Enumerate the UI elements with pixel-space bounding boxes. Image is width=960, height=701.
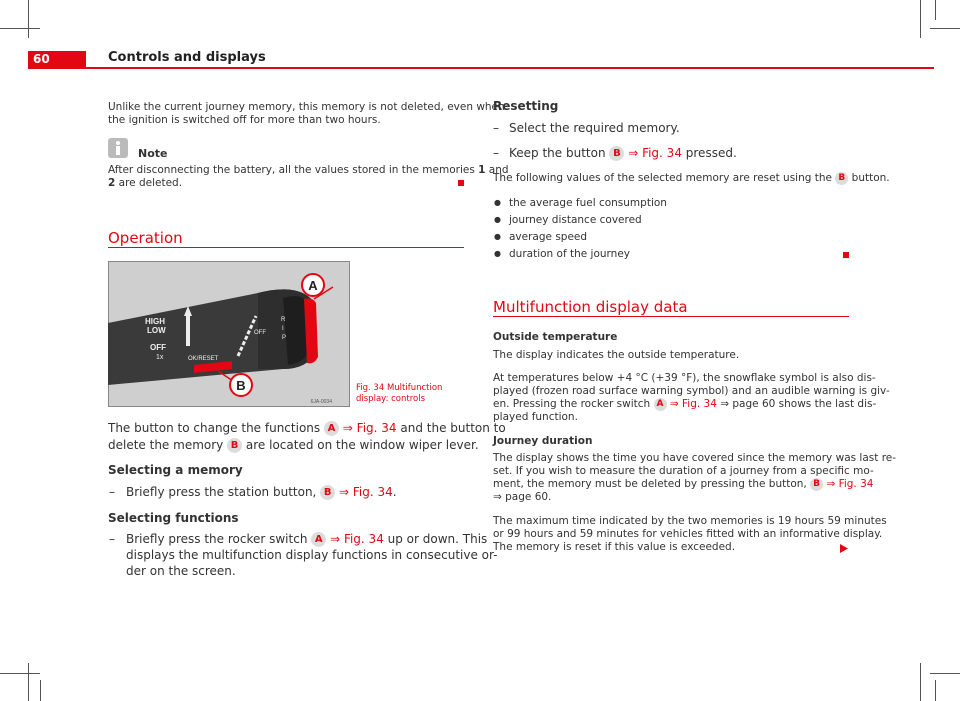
fig-ref-link[interactable]: ⇒ Fig. 34	[826, 478, 874, 490]
at-temp-line-1: At temperatures below +4 °C (+39 °F), the snowflake symbol is also dis-	[493, 372, 876, 384]
list-item: average speed	[509, 231, 588, 243]
crop-mark	[920, 0, 921, 38]
crop-mark	[920, 663, 921, 701]
badge-b: B	[227, 438, 242, 453]
reset-text-b: button.	[848, 172, 890, 184]
figure-caption-line-1: Fig. 34 Multifunction	[356, 383, 443, 393]
para-text: are located on the window wiper lever.	[242, 438, 479, 452]
fig-text-okreset: OK/RESET	[188, 356, 219, 362]
step-text: Briefly press the rocker switch	[126, 532, 312, 546]
step-text: pressed.	[681, 146, 737, 160]
step-text: up or down. This	[383, 532, 488, 546]
fig-ref-link[interactable]: ⇒ Fig. 34	[628, 146, 682, 160]
label-b: B	[236, 378, 246, 393]
reset-step-2	[509, 146, 737, 161]
section-title-operation: Operation	[108, 229, 183, 247]
section-title-mfd: Multifunction display data	[493, 298, 688, 316]
badge-b: B	[835, 172, 848, 185]
fig-text-high: HIGH	[145, 317, 165, 326]
step-select-functions-2: displays the multifunction display functions in consecutive or-	[126, 548, 498, 562]
figure-caption-line-2: display: controls	[356, 394, 426, 404]
max-line-1: The maximum time indicated by the two memories is 19 hours 59 minutes	[493, 515, 887, 527]
dash: –	[109, 485, 115, 499]
fig-text-low: LOW	[147, 326, 166, 335]
para-text: delete the memory	[108, 438, 228, 452]
badge-b: B	[320, 485, 335, 500]
memory-1: 1	[478, 164, 486, 176]
fig-ref-link[interactable]: ⇒ Fig. 34	[669, 398, 717, 410]
fig-text-off2: OFF	[254, 330, 266, 336]
bullet-icon: ●	[494, 198, 501, 207]
crop-mark	[930, 28, 960, 29]
bullet-icon: ●	[494, 249, 501, 258]
fig-ref-link[interactable]: ⇒ Fig. 34	[330, 532, 384, 546]
reset-text	[493, 172, 890, 185]
section-rule	[493, 316, 849, 317]
reset-step-1: Select the required memory.	[509, 121, 680, 135]
fig-code: 6JA-0034	[310, 399, 332, 405]
crop-mark	[28, 0, 29, 38]
at-temp-line-4: played function.	[493, 411, 578, 423]
journey-line-4: ⇒ page 60.	[493, 491, 552, 503]
fig-text-i: I	[282, 326, 284, 332]
note-line-2	[108, 177, 182, 190]
dash: –	[493, 146, 499, 160]
fig-text-off: OFF	[150, 343, 166, 352]
at-temp-text: ⇒ page 60 shows the last dis-	[716, 398, 877, 410]
badge-a: A	[311, 532, 326, 547]
note-text: After disconnecting the battery, all the values stored in the memories	[108, 164, 479, 176]
dash: –	[109, 532, 115, 546]
para-text: The button to change the functions	[108, 421, 324, 435]
note-and: and	[485, 164, 509, 176]
memory-2: 2	[108, 177, 116, 189]
crop-mark	[935, 680, 936, 701]
step-select-memory	[126, 485, 397, 500]
crop-mark	[0, 28, 40, 29]
para-line-1	[108, 421, 506, 436]
journey-text: ment, the memory must be deleted by pressing the button,	[493, 478, 811, 490]
note-title: Note	[138, 147, 168, 160]
para-text: and the button to	[396, 421, 506, 435]
journey-line-3	[493, 478, 873, 491]
page-number: 60	[33, 52, 50, 66]
heading-journey-duration: Journey duration	[493, 435, 593, 447]
intro-line-1: Unlike the current journey memory, this memory is not deleted, even when	[108, 101, 505, 113]
journey-line-2: set. If you wish to measure the duration of a journey from a specific mo-	[493, 465, 874, 477]
wiper-lever-illustration	[108, 261, 350, 407]
step-text: Briefly press the station button,	[126, 485, 321, 499]
fig-ref-link[interactable]: ⇒ Fig. 34	[339, 485, 393, 499]
crop-mark	[40, 680, 41, 701]
crop-mark	[935, 0, 936, 20]
bullet-icon: ●	[494, 232, 501, 241]
label-a: A	[308, 278, 318, 293]
badge-b: B	[810, 478, 823, 491]
badge-a: A	[324, 421, 339, 436]
step-select-functions-3: der on the screen.	[126, 564, 236, 578]
note-icon	[108, 138, 128, 158]
figure-34	[108, 261, 350, 407]
heading-outside-temp: Outside temperature	[493, 331, 618, 343]
step-text: Keep the button	[509, 146, 610, 160]
list-item: the average fuel consumption	[509, 197, 667, 209]
at-temp-line-3	[493, 398, 876, 411]
crop-mark	[0, 673, 40, 674]
list-item: duration of the journey	[509, 248, 631, 260]
max-line-2: or 99 hours and 59 minutes for vehicles fitted with an informative display.	[493, 528, 883, 540]
para-line-2	[108, 438, 479, 453]
outside-temp-text: The display indicates the outside temperature.	[493, 349, 740, 361]
crop-mark	[930, 673, 960, 674]
continue-arrow-icon	[840, 544, 848, 553]
note-text-2: are deleted.	[115, 177, 183, 189]
crop-mark	[28, 663, 29, 701]
fig-ref-link[interactable]: ⇒ Fig. 34	[342, 421, 397, 435]
step-text: .	[392, 485, 397, 499]
note-line-1	[108, 164, 509, 177]
badge-a: A	[654, 398, 667, 411]
list-item: journey distance covered	[509, 214, 642, 226]
at-temp-line-2: played (frozen road surface warning symbol) and an audible warning is giv-	[493, 385, 890, 397]
badge-b: B	[609, 146, 624, 161]
fig-text-r: R	[281, 317, 286, 323]
reset-text-a: The following values of the selected memory are reset using the	[493, 172, 836, 184]
fig-text-1x: 1x	[156, 354, 164, 361]
header-rule	[86, 67, 934, 69]
section-rule	[108, 247, 464, 248]
intro-line-2: the ignition is switched off for more than two hours.	[108, 114, 381, 126]
bullet-icon: ●	[494, 215, 501, 224]
max-line-3: The memory is reset if this value is exceeded.	[493, 541, 736, 553]
fig-text-p: P	[282, 335, 287, 341]
at-temp-text: en. Pressing the rocker switch	[493, 398, 654, 410]
step-select-functions-1	[126, 532, 487, 547]
heading-selecting-functions: Selecting functions	[108, 511, 239, 525]
heading-selecting-memory: Selecting a memory	[108, 463, 243, 477]
section-end-mark	[843, 252, 849, 258]
section-end-mark	[458, 180, 464, 186]
heading-resetting: Resetting	[493, 99, 559, 113]
dash: –	[493, 121, 499, 135]
page-title: Controls and displays	[108, 50, 266, 65]
journey-line-1: The display shows the time you have covered since the memory was last re-	[493, 452, 897, 464]
